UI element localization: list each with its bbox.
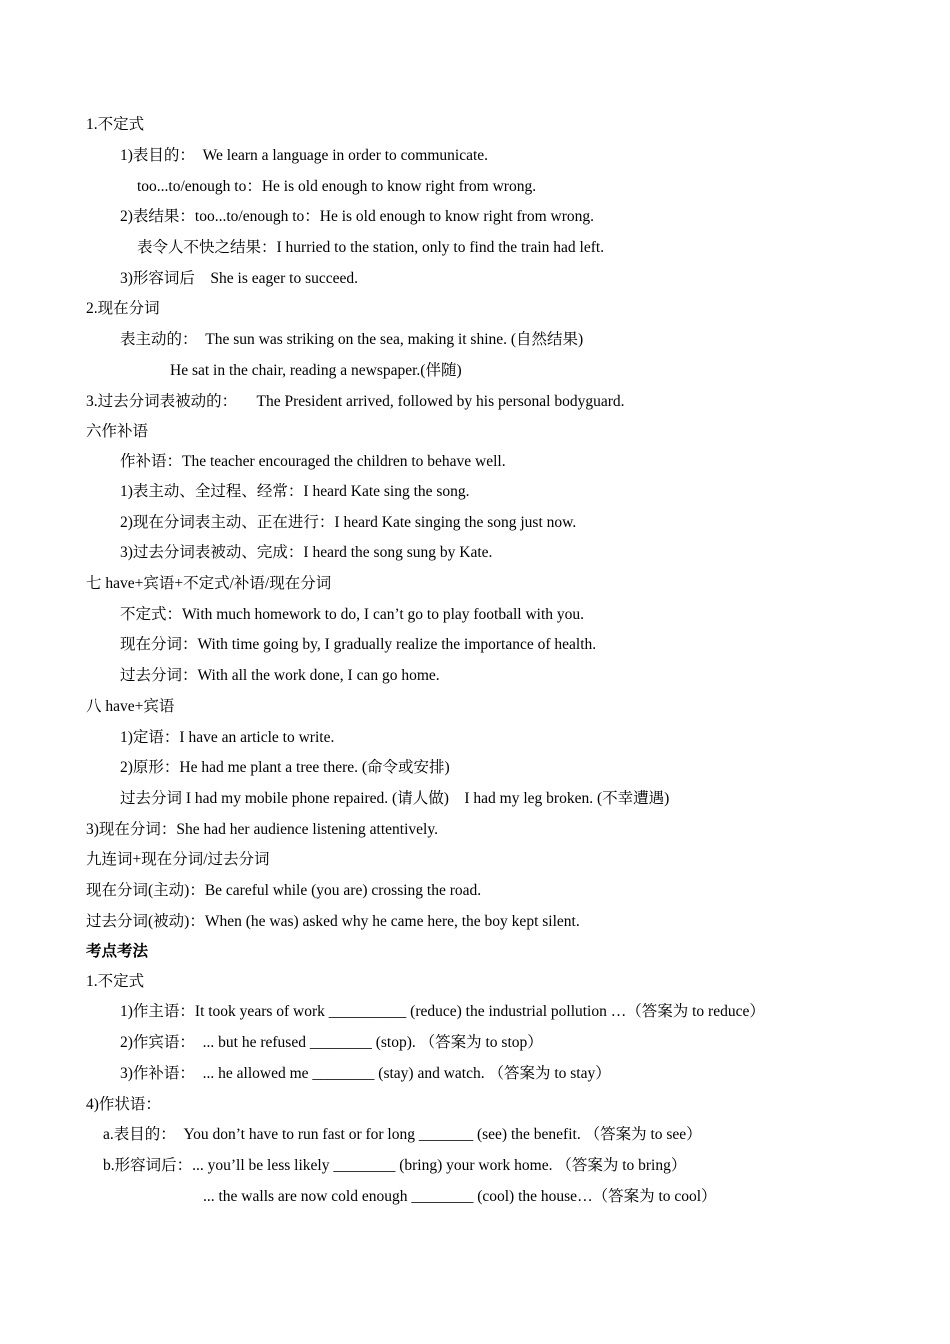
heading-have-object: 七 have+宾语+不定式/补语/现在分词 [86,575,332,592]
heading-past-participle: 3.过去分词表被动的： The President arrived, followed by his personal bodyguard. [86,393,625,410]
text-line: ... the walls are now cold enough ________ (cool) the house…（答案为 to cool） [203,1188,717,1205]
heading-exam-points: 考点考法 [86,943,149,960]
text-line: 作补语：The teacher encouraged the children to behave well. [120,453,506,470]
heading-infinitive: 1.不定式 [86,116,145,133]
heading-infinitive-2: 1.不定式 [86,973,145,990]
text-line: 3)作补语： ... he allowed me ________ (stay) and watch. （答案为 to stay） [120,1065,611,1082]
text-line: 过去分词 I had my mobile phone repaired. (请人做) I had my leg broken. (不幸遭遇) [120,790,670,807]
text-line: 3)过去分词表被动、完成：I heard the song sung by Kate. [120,544,493,561]
text-line: b.形容词后：... you’ll be less likely ________ (bring) your work home. （答案为 to bring） [103,1157,687,1174]
text-line: 表令人不快之结果：I hurried to the station, only to find the train had left. [137,239,605,256]
text-line: 2)表结果：too...to/enough to：He is old enough to know right from wrong. [120,208,594,225]
text-line: 2)作宾语： ... but he refused ________ (stop). （答案为 to stop） [120,1034,543,1051]
heading-conjunction: 九连词+现在分词/过去分词 [86,851,270,868]
text-line: too...to/enough to：He is old enough to know right from wrong. [137,178,537,195]
text-line: 2)原形：He had me plant a tree there. (命令或安排) [120,759,450,776]
text-line: 3)形容词后 She is eager to succeed. [120,270,359,287]
text-line: 1)作主语：It took years of work __________ (reduce) the industrial pollution …（答案为 to reduce） [120,1003,765,1020]
heading-present-participle: 2.现在分词 [86,300,160,317]
text-line: 不定式：With much homework to do, I can’t go to play football with you. [120,606,585,623]
text-line: 表主动的： The sun was striking on the sea, making it shine. (自然结果) [120,331,584,348]
text-line: 3)现在分词：She had her audience listening attentively. [86,821,438,838]
text-line: 1)定语：I have an article to write. [120,729,335,746]
text-line: He sat in the chair, reading a newspaper.(伴随) [170,362,462,379]
text-line: 现在分词(主动)：Be careful while (you are) crossing the road. [86,882,482,899]
text-line: 过去分词：With all the work done, I can go home. [120,667,440,684]
text-line: a.表目的： You don’t have to run fast or for long _______ (see) the benefit. （答案为 to see） [103,1126,702,1143]
text-line: 1)表目的： We learn a language in order to communicate. [120,147,489,164]
text-line: 过去分词(被动)：When (he was) asked why he came here, the boy kept silent. [86,913,580,930]
heading-have-object-2: 八 have+宾语 [86,698,175,715]
text-line: 4)作状语： [86,1096,161,1113]
text-line: 1)表主动、全过程、经常：I heard Kate sing the song. [120,483,470,500]
heading-complement: 六作补语 [86,423,149,440]
text-line: 现在分词：With time going by, I gradually realize the importance of health. [120,636,597,653]
text-line: 2)现在分词表主动、正在进行：I heard Kate singing the song just now. [120,514,577,531]
